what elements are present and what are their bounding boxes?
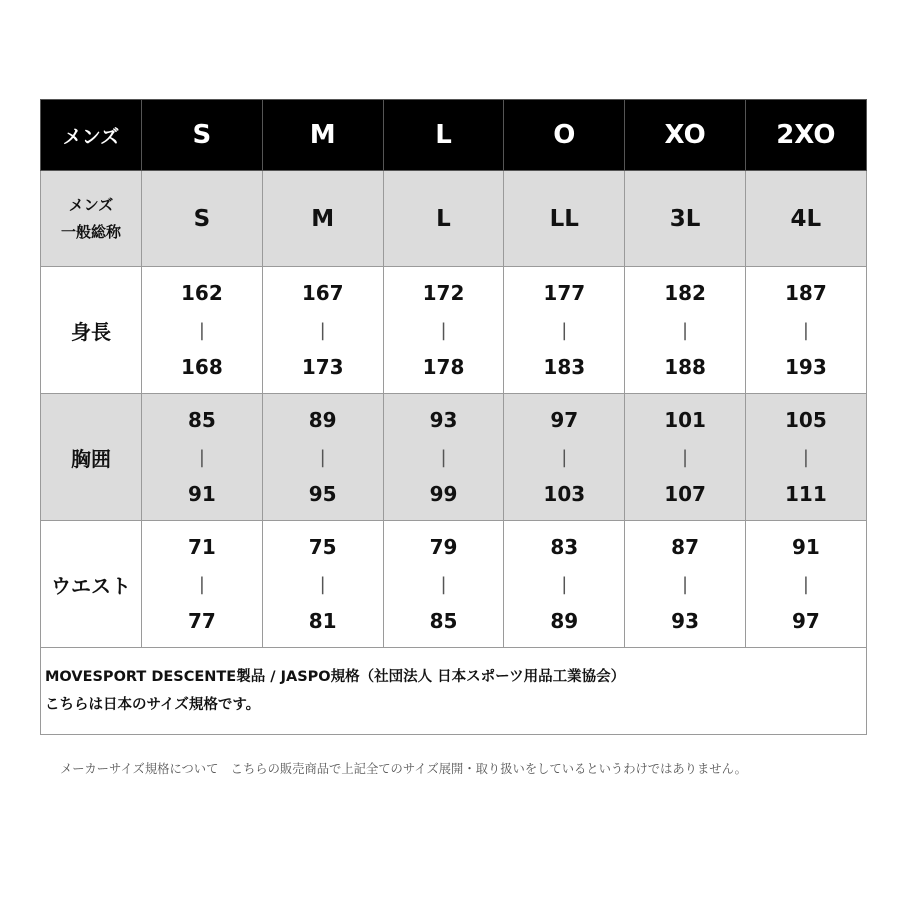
range-min: 89 <box>308 408 337 432</box>
range-stack <box>625 281 745 379</box>
range-max: 95 <box>308 482 337 506</box>
range-max: 81 <box>308 609 337 633</box>
header-label: メンズ <box>41 100 142 171</box>
range-separator: | <box>561 573 568 595</box>
standard-note-row <box>41 648 867 735</box>
range-separator: | <box>682 573 689 595</box>
range-min: 79 <box>429 535 458 559</box>
range-stack <box>263 408 383 506</box>
range-min: 177 <box>543 281 586 305</box>
waist-label: ウエスト <box>41 521 142 648</box>
range-cell <box>625 267 746 394</box>
header-size: XO <box>625 100 746 171</box>
range-separator: | <box>802 446 809 468</box>
range-max: 168 <box>181 355 223 379</box>
range-max: 178 <box>422 355 465 379</box>
range-stack <box>263 535 383 633</box>
range-cell <box>504 521 625 648</box>
range-separator: | <box>198 446 205 468</box>
range-separator: | <box>682 446 689 468</box>
range-cell <box>504 267 625 394</box>
range-separator: | <box>319 319 326 341</box>
range-separator: | <box>802 319 809 341</box>
range-max: 103 <box>543 482 586 506</box>
waist-row <box>41 521 867 648</box>
range-min: 85 <box>187 408 216 432</box>
range-separator: | <box>319 573 326 595</box>
general-size-cell: 3L <box>625 171 746 267</box>
range-cell <box>625 394 746 521</box>
footer-note: メーカーサイズ規格について こちらの販売商品で上記全てのサイズ展開・取り扱いをしているというわけではありません。 <box>60 762 747 776</box>
general-size-cell: M <box>262 171 383 267</box>
range-separator: | <box>561 319 568 341</box>
range-max: 91 <box>187 482 216 506</box>
chest-label: 胸囲 <box>41 394 142 521</box>
range-cell <box>262 521 383 648</box>
general-size-row <box>41 171 867 267</box>
range-stack <box>142 281 262 379</box>
general-label-line1: メンズ <box>68 195 114 214</box>
header-size: M <box>262 100 383 171</box>
general-size-cell: LL <box>504 171 625 267</box>
range-separator: | <box>440 319 447 341</box>
range-min: 83 <box>550 535 579 559</box>
range-stack <box>504 535 624 633</box>
chest-row <box>41 394 867 521</box>
range-separator: | <box>319 446 326 468</box>
general-label-line2: 一般総称 <box>60 222 121 241</box>
range-max: 89 <box>550 609 579 633</box>
range-max: 97 <box>791 609 820 633</box>
range-separator: | <box>682 319 689 341</box>
header-size: O <box>504 100 625 171</box>
standard-note-line1: MOVESPORT DESCENTE製品 / JASPO規格（社団法人 日本スポーツ用品工業協会） <box>45 669 626 685</box>
range-stack <box>384 281 504 379</box>
range-separator: | <box>198 573 205 595</box>
range-cell <box>504 394 625 521</box>
range-cell <box>383 267 504 394</box>
range-separator: | <box>440 446 447 468</box>
range-max: 107 <box>664 482 706 506</box>
standard-note-line2: こちらは日本のサイズ規格です。 <box>45 697 261 713</box>
range-stack <box>746 408 866 506</box>
range-min: 97 <box>550 408 579 432</box>
general-size-cell: 4L <box>745 171 866 267</box>
range-stack <box>142 535 262 633</box>
range-cell <box>262 394 383 521</box>
range-cell <box>625 521 746 648</box>
range-max: 93 <box>671 609 699 633</box>
range-stack <box>142 408 262 506</box>
general-size-label <box>41 171 142 267</box>
range-max: 99 <box>429 482 458 506</box>
range-stack <box>384 408 504 506</box>
range-separator: | <box>198 319 205 341</box>
range-stack <box>263 281 383 379</box>
range-max: 85 <box>429 609 458 633</box>
height-row <box>41 267 867 394</box>
general-size-cell: S <box>142 171 263 267</box>
range-max: 183 <box>543 355 586 379</box>
range-min: 182 <box>664 281 706 305</box>
range-cell <box>383 521 504 648</box>
height-label: 身長 <box>41 267 142 394</box>
range-max: 173 <box>301 355 344 379</box>
range-max: 188 <box>664 355 706 379</box>
range-cell <box>142 521 263 648</box>
range-min: 75 <box>308 535 337 559</box>
header-size: S <box>142 100 263 171</box>
range-separator: | <box>561 446 568 468</box>
range-separator: | <box>802 573 809 595</box>
range-min: 91 <box>791 535 820 559</box>
range-cell <box>262 267 383 394</box>
range-min: 93 <box>429 408 458 432</box>
range-stack <box>625 535 745 633</box>
header-size: 2XO <box>745 100 866 171</box>
range-max: 77 <box>187 609 216 633</box>
range-max: 111 <box>785 482 827 506</box>
range-stack <box>625 408 745 506</box>
header-row <box>41 100 867 171</box>
range-min: 101 <box>664 408 706 432</box>
standard-note-cell <box>41 648 867 735</box>
range-stack <box>384 535 504 633</box>
range-stack <box>504 281 624 379</box>
size-chart-table <box>40 99 867 735</box>
range-cell <box>142 267 263 394</box>
general-size-cell: L <box>383 171 504 267</box>
range-stack <box>504 408 624 506</box>
range-cell <box>745 394 866 521</box>
range-min: 71 <box>187 535 216 559</box>
range-stack <box>746 535 866 633</box>
range-cell <box>745 521 866 648</box>
range-stack <box>746 281 866 379</box>
range-min: 172 <box>422 281 465 305</box>
header-size: L <box>383 100 504 171</box>
range-cell <box>383 394 504 521</box>
range-max: 193 <box>785 355 827 379</box>
range-min: 167 <box>301 281 344 305</box>
range-min: 187 <box>785 281 827 305</box>
range-min: 105 <box>785 408 827 432</box>
range-min: 87 <box>671 535 699 559</box>
range-separator: | <box>440 573 447 595</box>
range-min: 162 <box>181 281 223 305</box>
range-cell <box>745 267 866 394</box>
range-cell <box>142 394 263 521</box>
